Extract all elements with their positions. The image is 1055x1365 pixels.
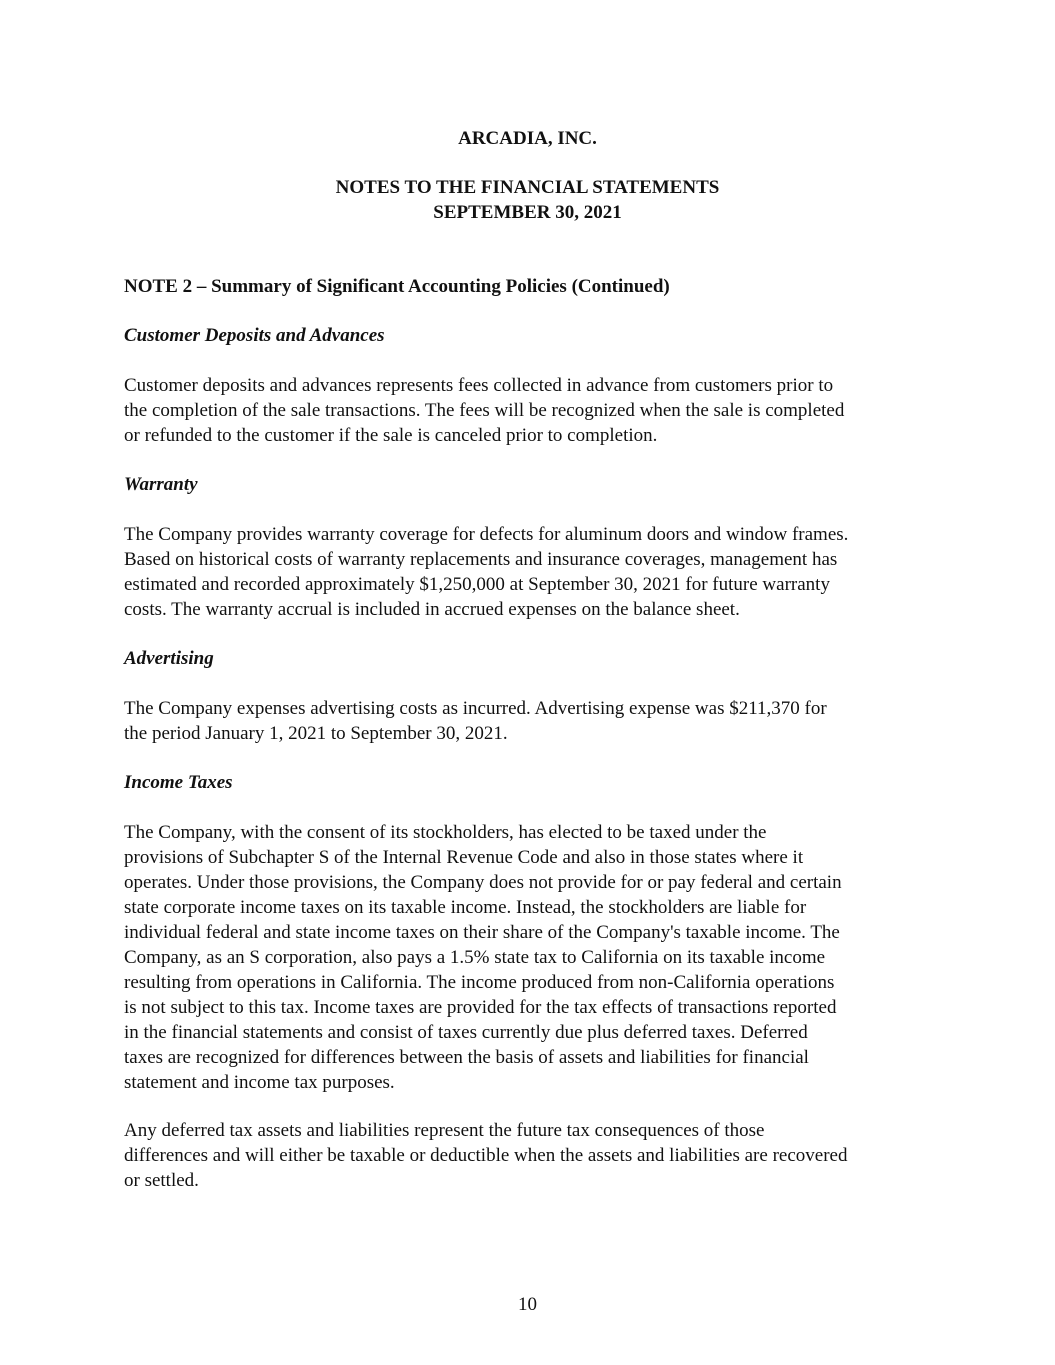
document-title-line-1: NOTES TO THE FINANCIAL STATEMENTS: [335, 177, 720, 198]
paragraph-line: the completion of the sale transactions. The fees will be recognized when the sale is completed: [124, 400, 845, 421]
paragraph-line: individual federal and state income taxes on their share of the Company's taxable income. The: [124, 922, 840, 943]
paragraph-line: Company, as an S corporation, also pays a 1.5% state tax to California on its taxable income: [124, 947, 826, 968]
paragraph-line: Customer deposits and advances represents fees collected in advance from customers prior to: [124, 375, 834, 396]
paragraph-line: costs. The warranty accrual is included in accrued expenses on the balance sheet.: [124, 599, 740, 620]
page-number: 10: [518, 1294, 537, 1315]
paragraph-line: The Company, with the consent of its stockholders, has elected to be taxed under the: [124, 822, 767, 843]
note-heading: NOTE 2 – Summary of Significant Accounting Policies (Continued): [124, 276, 670, 297]
document-date: SEPTEMBER 30, 2021: [433, 202, 622, 223]
paragraph-line: in the financial statements and consist of taxes currently due plus deferred taxes. Deferred: [124, 1022, 808, 1043]
paragraph-line: differences and will either be taxable or deductible when the assets and liabilities are recovered: [124, 1145, 848, 1166]
paragraph-line: or refunded to the customer if the sale is canceled prior to completion.: [124, 425, 658, 446]
paragraph-line: state corporate income taxes on its taxable income. Instead, the stockholders are liable for: [124, 897, 807, 918]
paragraph-line: estimated and recorded approximately $1,250,000 at September 30, 2021 for future warranty: [124, 574, 830, 595]
paragraph-line: The Company provides warranty coverage for defects for aluminum doors and window frames.: [124, 524, 849, 545]
section-heading-income-taxes: Income Taxes: [124, 772, 233, 793]
paragraph-line: or settled.: [124, 1170, 199, 1191]
document-title: [0, 175, 1055, 225]
paragraph-line: is not subject to this tax. Income taxes are provided for the tax effects of transactions reported: [124, 997, 837, 1018]
paragraph-line: operates. Under those provisions, the Company does not provide for or pay federal and certain: [124, 872, 842, 893]
paragraph-line: taxes are recognized for differences between the basis of assets and liabilities for financial: [124, 1047, 809, 1068]
paragraph-line: Any deferred tax assets and liabilities represent the future tax consequences of those: [124, 1120, 765, 1141]
paragraph-line: the period January 1, 2021 to September 30, 2021.: [124, 723, 508, 744]
paragraph-line: statement and income tax purposes.: [124, 1072, 395, 1093]
paragraph-line: Based on historical costs of warranty replacements and insurance coverages, management has: [124, 549, 838, 570]
paragraph-advertising: [124, 696, 944, 746]
paragraph-deferred-taxes: [124, 1118, 944, 1193]
paragraph-line: The Company expenses advertising costs as incurred. Advertising expense was $211,370 for: [124, 698, 827, 719]
section-heading-customer-deposits: Customer Deposits and Advances: [124, 325, 385, 346]
section-heading-warranty: Warranty: [124, 474, 198, 495]
paragraph-line: provisions of Subchapter S of the Internal Revenue Code and also in those states where it: [124, 847, 804, 868]
section-heading-advertising: Advertising: [124, 648, 214, 669]
paragraph-income-taxes: [124, 820, 944, 1095]
paragraph-warranty: [124, 522, 944, 622]
company-name: ARCADIA, INC.: [458, 128, 597, 149]
paragraph-line: resulting from operations in California. The income produced from non-California operations: [124, 972, 835, 993]
paragraph-customer-deposits: [124, 373, 944, 448]
